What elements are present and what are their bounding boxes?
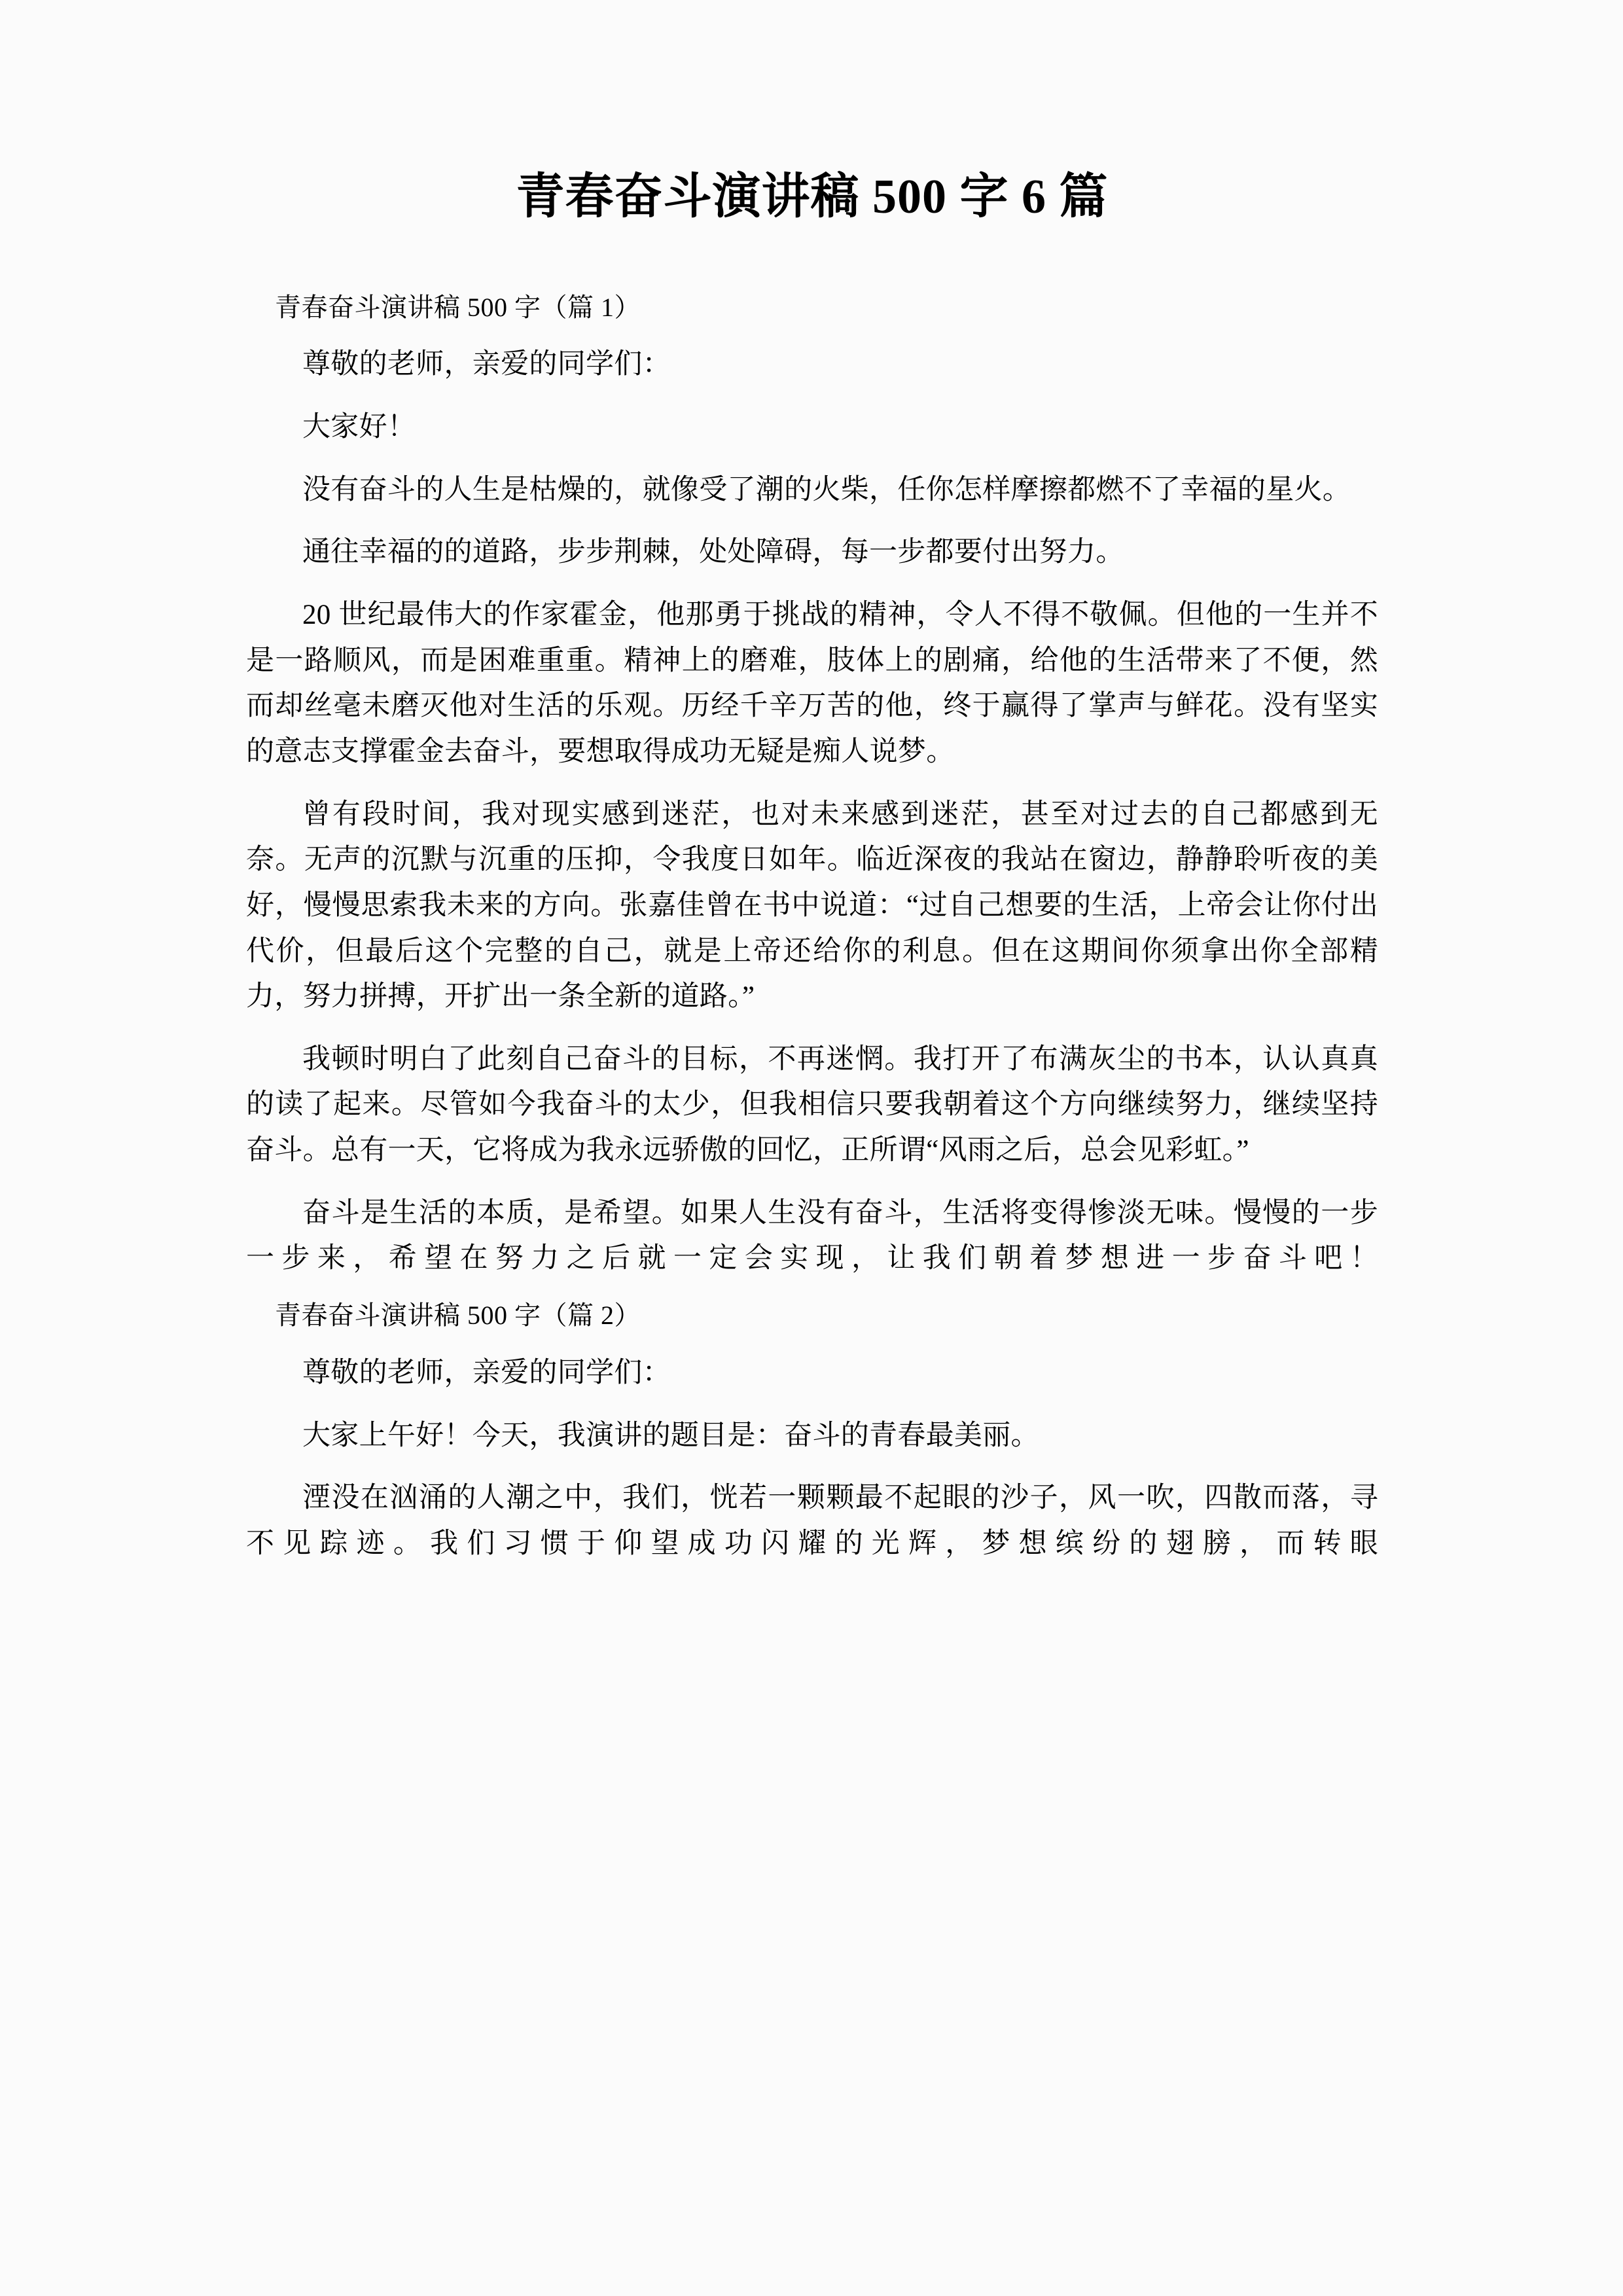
paragraph-1-5: 20 世纪最伟大的作家霍金，他那勇于挑战的精神，令人不得不敬佩。但他的一生并不是一路顺风，而是困难重重。精神上的磨难，肢体上的剧痛，给他的生活带来了不便，然而却丝毫未磨灭他对生活的乐观。历经千辛万苦的他，终于赢得了掌声与鲜花。没有坚实的意志支撑霍金去奋斗，要想取得成功无疑是痴人说梦。 bbox=[246, 599, 1378, 767]
paragraph-1-4: 通往幸福的的道路，步步荆棘，处处障碍，每一步都要付出努力。 bbox=[302, 537, 1124, 568]
page-content bbox=[246, 167, 1378, 1584]
paragraph-1-3: 没有奋斗的人生是枯燥的，就像受了潮的火柴，任你怎样摩擦都燃不了幸福的星火。 bbox=[302, 474, 1351, 505]
section-heading-2: 青春奋斗演讲稿 500 字（篇 2） bbox=[275, 1300, 641, 1331]
paragraph-1-1: 尊敬的老师，亲爱的同学们： bbox=[302, 349, 671, 380]
paragraph-1-7: 我顿时明白了此刻自己奋斗的目标，不再迷惘。我打开了布满灰尘的书本，认认真真的读了起来。尽管如今我奋斗的太少，但我相信只要我朝着这个方向继续努力，继续坚持奋斗。总有一天，它将成为我永远骄傲的回忆，正所谓“风雨之后，总会见彩虹。” bbox=[246, 1043, 1378, 1166]
section-heading-1: 青春奋斗演讲稿 500 字（篇 1） bbox=[275, 292, 641, 322]
paragraph-2-1: 尊敬的老师，亲爱的同学们： bbox=[302, 1357, 671, 1388]
paragraph-1-6: 曾有段时间，我对现实感到迷茫，也对未来感到迷茫，甚至对过去的自己都感到无奈。无声的沉默与沉重的压抑，令我度日如年。临近深夜的我站在窗边，静静聆听夜的美好，慢慢思索我未来的方向。张嘉佳曾在书中说道：“过自己想要的生活，上帝会让你付出代价，但最后这个完整的自己，就是上帝还给你的利息。但在这期间你须拿出你全部精力，努力拼搏，开扩出一条全新的道路。” bbox=[246, 798, 1378, 1013]
paragraph-2-3: 湮没在汹涌的人潮之中，我们，恍若一颗颗最不起眼的沙子，风一吹，四散而落，寻不见踪迹。我们习惯于仰望成功闪耀的光辉，梦想缤纷的翅膀，而转眼 bbox=[246, 1482, 1378, 1559]
paragraph-1-8: 奋斗是生活的本质，是希望。如果人生没有奋斗，生活将变得惨淡无味。慢慢的一步一步来，希望在努力之后就一定会实现，让我们朝着梦想进一步奋斗吧！ bbox=[246, 1197, 1378, 1274]
paragraph-1-2: 大家好！ bbox=[302, 411, 416, 442]
paragraph-2-2: 大家上午好！今天，我演讲的题目是：奋斗的青春最美丽。 bbox=[302, 1420, 1039, 1451]
page-title: 青春奋斗演讲稿 500 字 6 篇 bbox=[516, 170, 1109, 224]
